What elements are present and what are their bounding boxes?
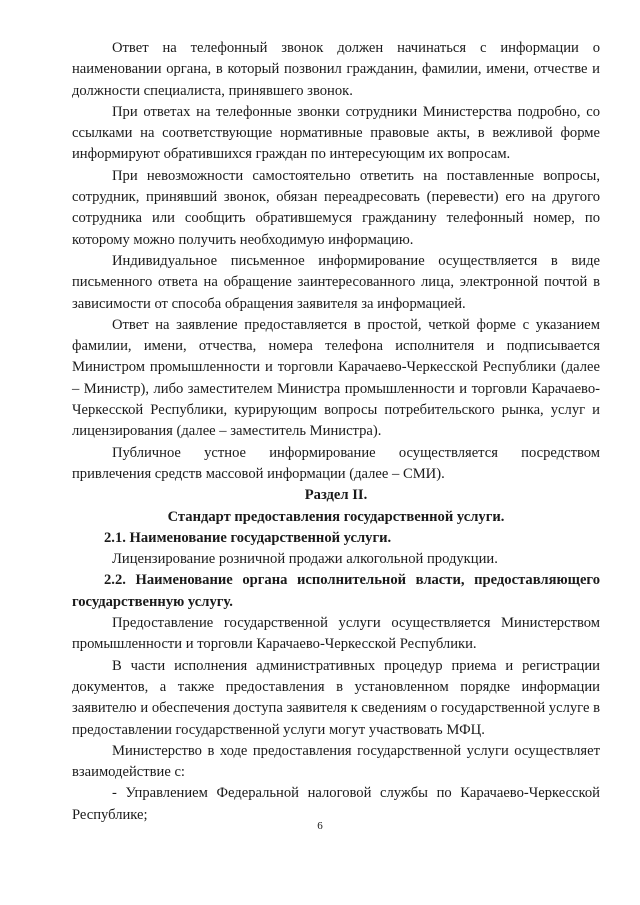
paragraph-reply-form: Ответ на заявление предоставляется в простой, четкой форме с указанием фамилии, имени, отчества, номера телефона исполнителя и подписывается Министром промышленности и торговли Карачаево-Черкесской Республики (далее – Министр), либо заместителем Министра промышленности и торговли Карачаево-Черкесской Республики, курирующим вопросы потребительского рынка, услуг и лицензирования (далее – заместитель Министра). <box>72 316 600 440</box>
paragraph-phone-staff: При ответах на телефонные звонки сотрудники Министерства подробно, со ссылками на соответствующие нормативные правовые акты, в вежливой форме информируют обратившихся граждан по интересующим их вопросам. <box>72 103 600 163</box>
subsection-2-2-heading: 2.2. Наименование органа исполнительной власти, предоставляющего государственную услугу. <box>72 572 600 610</box>
section-subtitle: Стандарт предоставления государственной услуги. <box>167 508 505 525</box>
subsection-2-2-interaction: Министерство в ходе предоставления государственной услуги осуществляет взаимодействие с: <box>72 742 600 781</box>
paragraph-redirect: При невозможности самостоятельно ответить на поставленные вопросы, сотрудник, принявший звонок, обязан переадресовать (перевести) его на другого сотрудника или сообщить обратившемуся гражданину телефонный номер, по которому можно получить необходимую информацию. <box>72 167 600 248</box>
section-title: Раздел II. <box>304 487 368 504</box>
subsection-2-2-mfc: В части исполнения административных процедур приема и регистрации документов, а также предоставления в установленном порядке информации заявителю и обеспечения доступа заявителя к сведениям о государственной услуге в предоставлении государственной услуги могут участвовать МФЦ. <box>72 657 600 738</box>
page-number: 6 <box>317 820 323 832</box>
subsection-2-2-tax-service: - Управлением Федеральной налоговой службы по Карачаево-Черкесской Республике; <box>72 785 600 823</box>
page-content <box>72 38 600 826</box>
paragraph-written-info: Индивидуальное письменное информирование осуществляется в виде письменного ответа на обращение заинтересованного лица, электронной почтой в зависимости от способа обращения заявителя за информацией. <box>72 252 600 312</box>
subsection-2-2-provider: Предоставление государственной услуги осуществляется Министерством промышленности и торговли Карачаево-Черкесской Республики. <box>72 615 600 653</box>
paragraph-phone-answer: Ответ на телефонный звонок должен начинаться с информации о наименовании органа, в который позвонил гражданин, фамилии, имени, отчестве и должности специалиста, принявшего звонок. <box>72 40 600 99</box>
subsection-2-1-text: Лицензирование розничной продажи алкогольной продукции. <box>112 551 498 568</box>
subsection-2-1-heading: 2.1. Наименование государственной услуги. <box>104 529 392 546</box>
paragraph-public-info: Публичное устное информирование осуществляется посредством привлечения средств массовой информации (далее – СМИ). <box>72 444 600 482</box>
